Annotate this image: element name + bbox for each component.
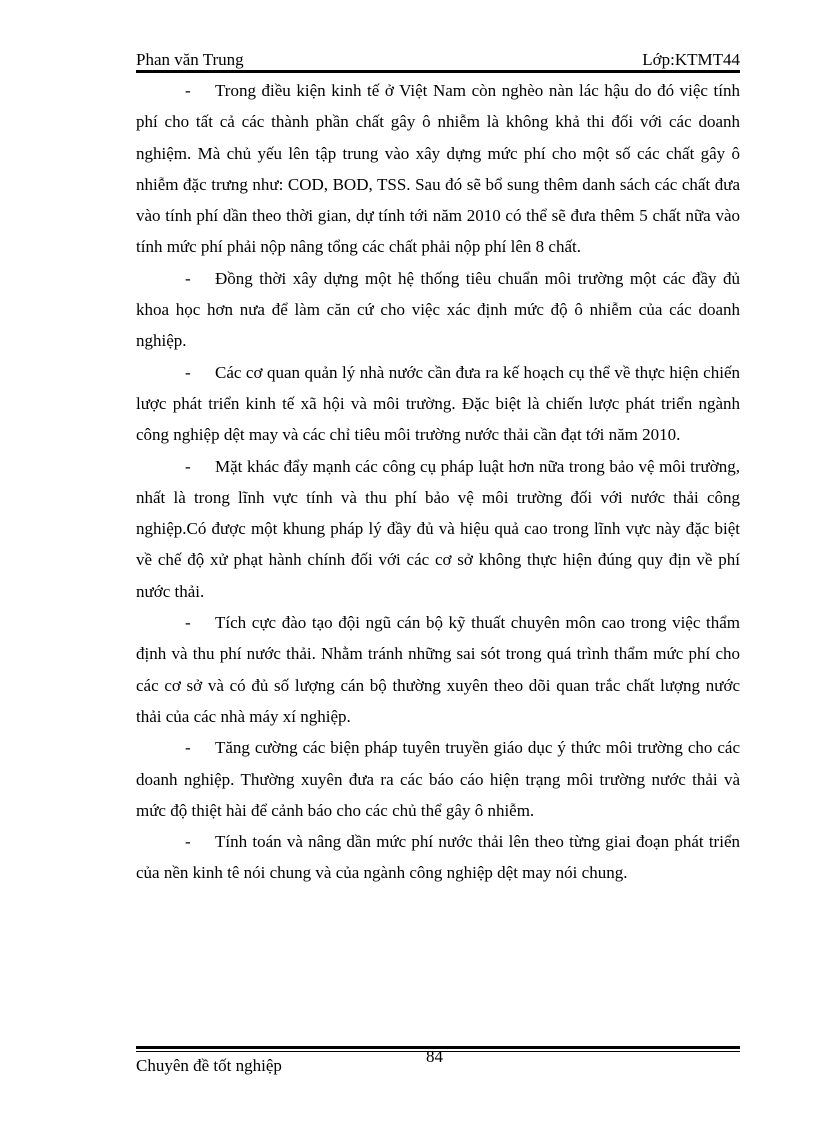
list-dash: - [185,832,191,852]
paragraph-text: Các cơ quan quản lý nhà nước cần đưa ra kế hoạch cụ thể về thực hiện chiến lược phát triển kinh tế xã hội và môi trường. Đặc biệt là chiến lược phát triển ngành công nghiệp dệt may và các chỉ tiêu môi trường nước thải cần đạt tới năm 2010. [136,362,740,445]
paragraph-text: Đồng thời xây dựng một hệ thống tiêu chuẩn môi trường một các đầy đủ khoa học hơn nưa để làm căn cứ cho việc xác định mức độ ô nhiễm của các doanh nghiệp. [136,268,740,351]
paragraph [136,826,740,889]
list-dash: - [185,738,191,758]
header-author: Phan văn Trung [136,50,244,69]
document-body [136,75,740,889]
list-dash: - [185,362,191,382]
list-dash: - [185,456,191,476]
paragraph [136,75,740,263]
list-dash: - [185,268,191,288]
paragraph [136,732,740,826]
header-class: Lớp:KTMT44 [642,50,740,69]
paragraph-text: Tính toán và nâng dần mức phí nước thải lên theo từng giai đoạn phát triển của nền kinh tê nói chung và của ngành công nghiệp dệt may nói chung. [136,832,740,883]
paragraph [136,357,740,451]
list-dash: - [185,613,191,633]
paragraph-text: Tăng cường các biện pháp tuyên truyền giáo dục ý thức môi trường cho các doanh nghiệp. Thường xuyên đưa ra các báo cáo hiện trạng môi trường nước thải và mức độ thiệt hài để cảnh báo cho các chủ thể gây ô nhiễm. [136,738,740,820]
paragraph [136,607,740,732]
paragraph-text: Mặt khác đẩy mạnh các công cụ pháp luật hơn nữa trong bảo vệ môi trường, nhất là trong lĩnh vực tính và thu phí bảo vệ môi trường đối với nước thải công nghiệp.Có được một khung pháp lý đầy đủ và hiệu quả cao trong lĩnh vực này đặc biệt về chế độ xử phạt hành chính đối với các cơ sở không thực hiện đúng quy địn về phí nước thải. [136,456,740,601]
list-dash: - [185,81,191,100]
paragraph [136,451,740,607]
page-number: 84 [426,1047,443,1066]
paragraph-text: Tích cực đào tạo đội ngũ cán bộ kỹ thuất chuyên môn cao trong việc thẩm định và thu phí nước thải. Nhằm tránh những sai sót trong quá trình thẩm mức phí cho các cơ sở và có đủ số lượng cán bộ thường xuyên theo dõi quan trắc chất lượng nước thải của các nhà máy xí nghiệp. [136,613,740,726]
paragraph [136,263,740,357]
header-rule [136,70,740,73]
footer-title: Chuyên đề tốt nghiệp [136,1056,282,1075]
page-header [136,50,740,72]
paragraph-text: Trong điều kiện kinh tế ở Việt Nam còn nghèo nàn lác hậu do đó việc tính phí cho tất cả các thành phần chất gây ô nhiễm là không khả thi đối với các doanh nghiệm. Mà chủ yếu lên tập trung vào xây dựng mức phí cho một số các chất gây ô nhiễm đặc trưng như: COD, BOD, TSS. Sau đó sẽ bổ sung thêm danh sách các chất đưa vào tính phí dần theo thời gian, dự tính tới năm 2010 có thể sẽ đưa thêm 5 chất nữa vào tính mức phí phải nộp nâng tổng các chất phải nộp phí lên 8 chất. [136,81,740,257]
